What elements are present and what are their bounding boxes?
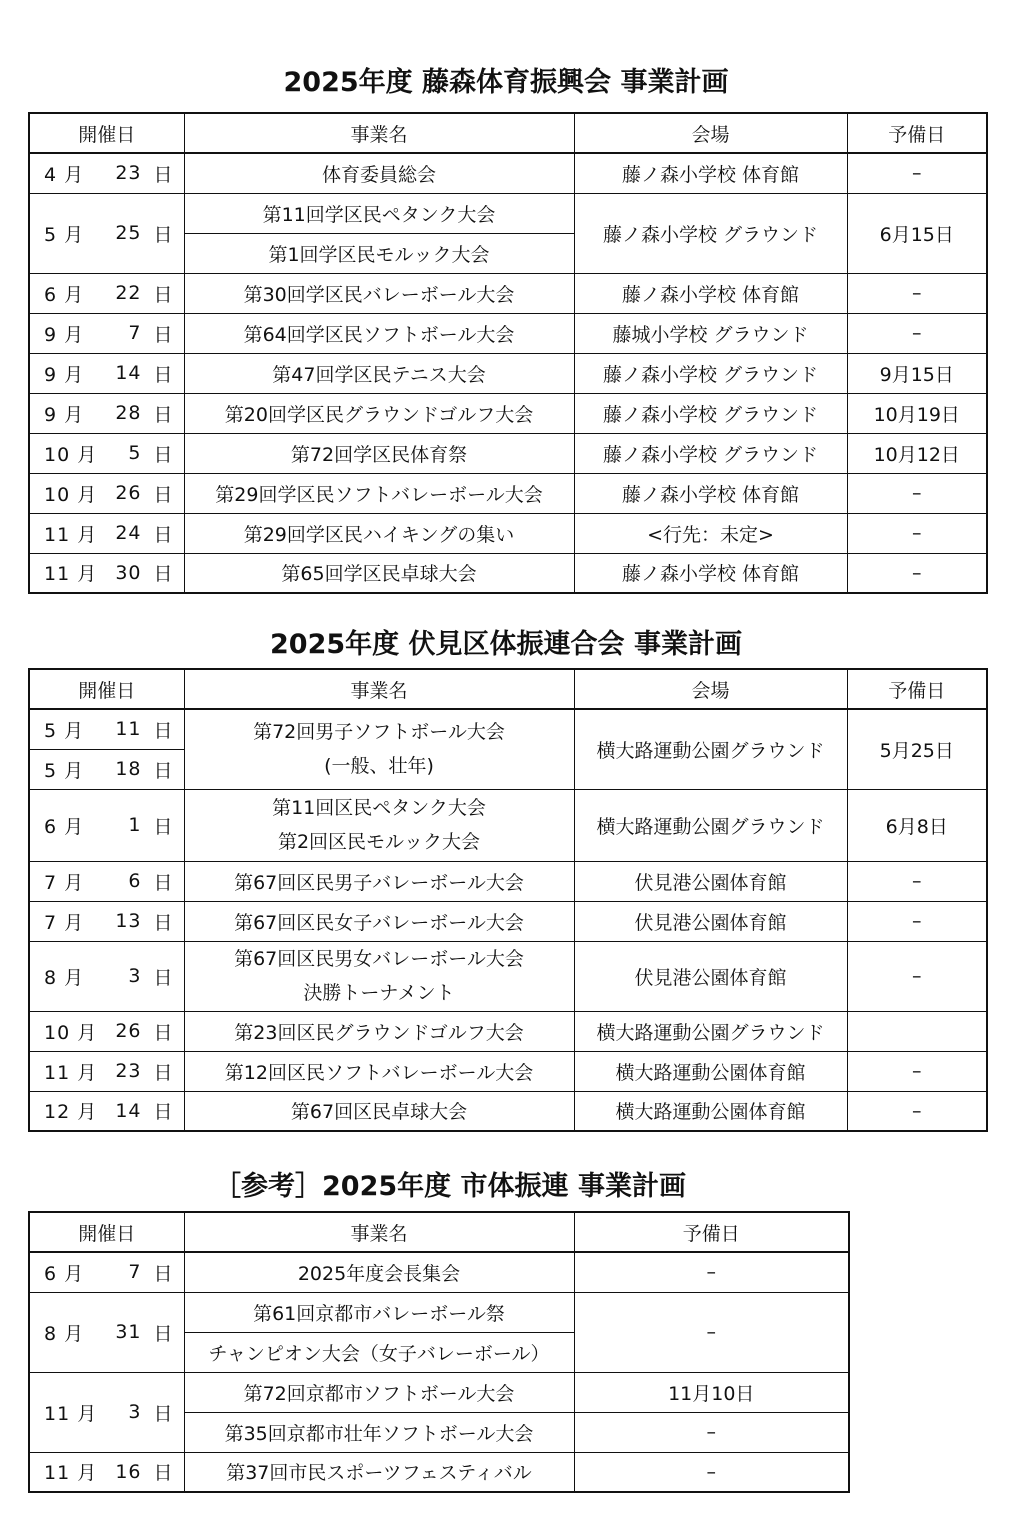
header-name: 事業名 — [184, 669, 574, 709]
event-name: 第35回京都市壮年ソフトボール大会 — [184, 1412, 574, 1452]
table-row — [29, 553, 987, 593]
header-date: 開催日 — [29, 1212, 184, 1252]
event-reserve — [847, 1011, 987, 1051]
event-venue: 横大路運動公園グラウンド — [574, 789, 847, 861]
table-row — [29, 901, 987, 941]
header-name: 事業名 — [184, 113, 574, 153]
header-date: 開催日 — [29, 669, 184, 709]
event-date: 6 月 7 日 — [44, 1261, 174, 1285]
event-date: 6 月 22 日 — [44, 282, 174, 306]
table-row — [29, 273, 987, 313]
event-name: 第11回区民ペタンク大会 第2回区民モルック大会 — [184, 789, 574, 861]
table-row — [29, 1372, 849, 1412]
table-row — [29, 433, 987, 473]
event-date: 11 月 23 日 — [44, 1060, 174, 1084]
header-reserve: 予備日 — [847, 113, 987, 153]
header-reserve: 予備日 — [847, 669, 987, 709]
event-reserve: 10月12日 — [847, 433, 987, 473]
header-venue: 会場 — [574, 113, 847, 153]
event-name: 第11回学区民ペタンク大会 — [184, 193, 574, 233]
event-venue: 伏見港公園体育館 — [574, 941, 847, 1011]
table-row — [29, 1051, 987, 1091]
event-venue: 伏見港公園体育館 — [574, 901, 847, 941]
event-venue: 藤城小学校 グラウンド — [574, 313, 847, 353]
event-date: 10 月 26 日 — [44, 1020, 174, 1044]
event-date: 4 月 23 日 — [44, 162, 174, 186]
event-reserve: – — [847, 513, 987, 553]
table3 — [28, 1211, 850, 1493]
event-reserve: 5月25日 — [847, 709, 987, 789]
event-venue: 藤ノ森小学校 体育館 — [574, 153, 847, 193]
event-date: 7 月 13 日 — [44, 910, 174, 934]
event-name: 第37回市民スポーツフェスティバル — [184, 1452, 574, 1492]
event-reserve: – — [847, 273, 987, 313]
table-row — [29, 353, 987, 393]
table-row — [29, 1011, 987, 1051]
table1-title: 2025年度 藤森体育振興会 事業計画 — [283, 67, 729, 98]
table-row — [29, 1091, 987, 1131]
event-reserve: – — [847, 313, 987, 353]
event-reserve: – — [847, 1091, 987, 1131]
event-reserve: – — [847, 901, 987, 941]
event-name: 第23回区民グラウンドゴルフ大会 — [184, 1011, 574, 1051]
event-name: チャンピオン大会（女子バレーボール） — [184, 1332, 574, 1372]
table-row — [29, 1252, 849, 1292]
event-name: 第12回区民ソフトバレーボール大会 — [184, 1051, 574, 1091]
event-reserve: 11月10日 — [574, 1372, 849, 1412]
event-reserve: 10月19日 — [847, 393, 987, 433]
event-reserve: – — [574, 1292, 849, 1372]
header-venue: 会場 — [574, 669, 847, 709]
event-venue: 藤ノ森小学校 体育館 — [574, 553, 847, 593]
event-name: 第29回学区民ソフトバレーボール大会 — [184, 473, 574, 513]
event-date: 11 月 3 日 — [44, 1401, 174, 1425]
event-venue: 藤ノ森小学校 グラウンド — [574, 353, 847, 393]
event-reserve: – — [847, 153, 987, 193]
event-date: 10 月 26 日 — [44, 482, 174, 506]
event-name: 第72回京都市ソフトボール大会 — [184, 1372, 574, 1412]
event-venue: 藤ノ森小学校 グラウンド — [574, 393, 847, 433]
event-reserve: – — [574, 1452, 849, 1492]
event-date: 8 月 3 日 — [44, 965, 174, 989]
event-venue: 横大路運動公園グラウンド — [574, 709, 847, 789]
event-venue: 藤ノ森小学校 体育館 — [574, 473, 847, 513]
event-date: 8 月 31 日 — [44, 1321, 174, 1345]
event-reserve: – — [574, 1412, 849, 1452]
header-reserve: 予備日 — [574, 1212, 849, 1252]
event-name: 第61回京都市バレーボール祭 — [184, 1292, 574, 1332]
event-name: 第67回区民男子バレーボール大会 — [184, 861, 574, 901]
event-name: 第30回学区民バレーボール大会 — [184, 273, 574, 313]
event-reserve: 6月8日 — [847, 789, 987, 861]
table2 — [28, 668, 988, 1132]
event-date: 5 月 18 日 — [44, 758, 174, 782]
table3-title: ［参考］2025年度 市体振連 事業計画 — [214, 1171, 686, 1202]
event-venue: 横大路運動公園体育館 — [574, 1051, 847, 1091]
table2-title: 2025年度 伏見区体振連合会 事業計画 — [270, 629, 742, 660]
event-name: 第67回区民女子バレーボール大会 — [184, 901, 574, 941]
event-reserve: – — [847, 473, 987, 513]
event-reserve: 6月15日 — [847, 193, 987, 273]
event-name: 第72回男子ソフトボール大会 (一般、壮年) — [184, 709, 574, 789]
header-name: 事業名 — [184, 1212, 574, 1252]
table-row — [29, 789, 987, 861]
table-row — [29, 393, 987, 433]
event-date: 12 月 14 日 — [44, 1099, 174, 1124]
table-row — [29, 193, 987, 233]
event-name: 2025年度会長集会 — [184, 1252, 574, 1292]
event-date: 7 月 6 日 — [44, 870, 174, 894]
table-row — [29, 153, 987, 193]
event-name: 第20回学区民グラウンドゴルフ大会 — [184, 393, 574, 433]
event-date: 9 月 14 日 — [44, 362, 174, 386]
table-row — [29, 1452, 849, 1492]
table1 — [28, 112, 988, 594]
event-name: 第65回学区民卓球大会 — [184, 553, 574, 593]
event-reserve: – — [847, 861, 987, 901]
table-row — [29, 1292, 849, 1332]
event-date: 10 月 5 日 — [44, 442, 174, 466]
event-name: 第1回学区民モルック大会 — [184, 233, 574, 273]
event-venue: <行先：未定> — [574, 513, 847, 553]
table-row — [29, 473, 987, 513]
table-row — [29, 861, 987, 901]
event-reserve: – — [847, 553, 987, 593]
event-reserve: 9月15日 — [847, 353, 987, 393]
event-reserve: – — [574, 1252, 849, 1292]
event-reserve: – — [847, 1051, 987, 1091]
event-venue: 藤ノ森小学校 グラウンド — [574, 433, 847, 473]
event-venue: 伏見港公園体育館 — [574, 861, 847, 901]
event-name: 第72回学区民体育祭 — [184, 433, 574, 473]
event-date: 11 月 16 日 — [44, 1460, 174, 1485]
table-row — [29, 941, 987, 1011]
event-date: 9 月 7 日 — [44, 322, 174, 346]
event-venue: 藤ノ森小学校 体育館 — [574, 273, 847, 313]
event-name: 第29回学区民ハイキングの集い — [184, 513, 574, 553]
table-row — [29, 513, 987, 553]
event-date: 11 月 24 日 — [44, 522, 174, 546]
event-name: 第67回区民男女バレーボール大会 決勝トーナメント — [184, 941, 574, 1011]
event-date: 5 月 25 日 — [44, 222, 174, 246]
header-date: 開催日 — [29, 113, 184, 153]
event-venue: 横大路運動公園体育館 — [574, 1091, 847, 1131]
event-name: 第67回区民卓球大会 — [184, 1091, 574, 1131]
event-date: 11 月 30 日 — [44, 561, 174, 586]
event-name: 体育委員総会 — [184, 153, 574, 193]
event-date: 5 月 11 日 — [44, 718, 174, 742]
event-reserve: – — [847, 941, 987, 1011]
event-date: 9 月 28 日 — [44, 402, 174, 426]
event-date: 6 月 1 日 — [44, 814, 174, 838]
event-venue: 横大路運動公園グラウンド — [574, 1011, 847, 1051]
event-name: 第64回学区民ソフトボール大会 — [184, 313, 574, 353]
event-venue: 藤ノ森小学校 グラウンド — [574, 193, 847, 273]
event-name: 第47回学区民テニス大会 — [184, 353, 574, 393]
table-row — [29, 709, 987, 749]
table-row — [29, 313, 987, 353]
